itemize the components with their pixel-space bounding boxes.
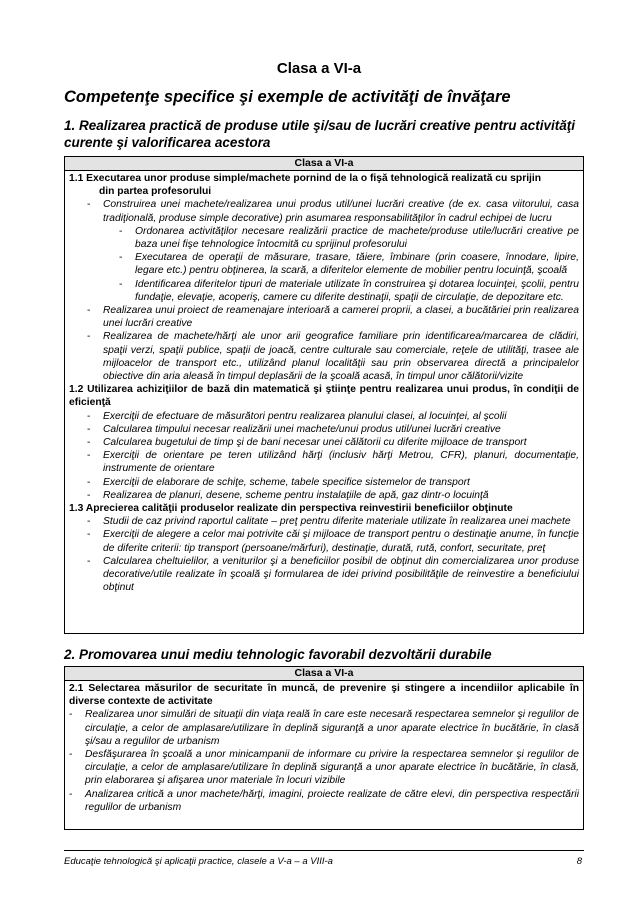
competence-1-1-line1: 1.1 Executarea unor produse simple/machete pornind de la o fişă tehnologică realizată cu sprijin bbox=[69, 173, 542, 184]
list-item: - Identificarea diferitelor tipuri de materiale utilizate în construirea şi dotarea locuinţei, şcolii, pentru fundaţie, elevaţie, acoperiş, camere cu diferite destinaţii, spaţii de circulaţie, de depozitare etc. bbox=[119, 278, 579, 303]
list-item: - Realizarea unor simulări de situaţii din viaţa reală în care este necesară respectarea semnelor şi regulilor de circulaţie, a celor de amplasare/utilizare în deplină siguranţă a unor aparate electrice în bucătărie, în clasă şi/sau a regulilor de urbanism bbox=[69, 709, 579, 747]
page-number: 8 bbox=[576, 856, 582, 867]
section-1-heading: 1. Realizarea practică de produse utile şi/sau de lucrări creative pentru activităţi curente şi valorificarea acestora bbox=[64, 118, 575, 150]
competence-1-1 bbox=[69, 172, 579, 198]
competence-1-2: 1.2 Utilizarea achiziţiilor de bază din matematică şi ştiinţe pentru realizarea unui produs, în condiţii de eficienţă bbox=[69, 384, 579, 409]
list-item: - Exerciţii de efectuare de măsurători pentru realizarea planului clasei, al locuinţei, al şcolii bbox=[87, 410, 507, 422]
competence-1-3: 1.3 Aprecierea calităţii produselor realizate din perspectiva reinvestirii beneficiilor obţinute bbox=[69, 503, 513, 515]
list-item: - Analizarea critică a unor machete/hărţi, imagini, proiecte realizate de către elevi, din perspectiva respectării regulilor de urbanism bbox=[69, 788, 579, 813]
competence-2-1: 2.1 Selectarea măsurilor de securitate în muncă, de prevenire şi stingere a incendiilor aplicabile în diverse contexte de activitate bbox=[69, 683, 579, 708]
footer-text: Educaţie tehnologică şi aplicaţii practice, clasele a V-a – a VIII-a bbox=[64, 856, 333, 867]
list-item: - Calcularea cheltuielilor, a veniturilor şi a beneficiilor posibil de obţinut din comercializarea unor produse decorative/utile realizate în şcoală şi formularea de idei privind posibilităţile de reinvestire a beneficiului obţinut bbox=[87, 555, 579, 594]
main-heading: Competenţe specifice şi exemple de activităţi de învăţare bbox=[64, 88, 511, 106]
list-item: - Desfăşurarea în şcoală a unor minicampanii de informare cu privire la respectarea semnelor şi regulilor de circulaţie, a celor de amplasare/utilizare în deplină siguranţă a unor aparate electrice în bucătărie, în clasă, prin elaborarea şi afişarea unor materiale în locuri vizibile bbox=[69, 749, 579, 787]
table-header: Clasa a VI-a bbox=[65, 667, 583, 681]
list-item: - Realizarea de machete/hărţi ale unor arii geografice familiare prin identificarea/marcarea de clădiri, spaţii verzi, spaţii publice, spaţii de joacă, centre culturale sau comerciale, reţele de utilităţi, trasee ale mijloacelor de transport etc., utilizând planul localităţii sau prin observarea directă a principalelor obiective din aria aleasă în timpul deplasării de la şcoală acasă, în timpul unor călătorii/vizite bbox=[87, 331, 579, 383]
list-item: - Studii de caz privind raportul calitate – preţ pentru diferite materiale utilizate în realizarea unei machete bbox=[87, 516, 571, 528]
list-item: - Ordonarea activităţilor necesare realizării practice de machete/produse utile/lucrări creative pe baza unei fişe tehnologice întocmită cu sprijinul profesorului bbox=[119, 225, 579, 251]
competence-1-1-line2: din partea profesorului bbox=[99, 186, 212, 198]
list-item: - Exerciţii de alegere a celor mai potrivite căi şi mijloace de transport pentru o destinaţie anume, în funcţie de diferite criterii: tip transport (persoane/mărfuri), destinaţie, durată, rută, confort, securitate, preţ bbox=[87, 529, 579, 554]
list-item: - Exerciţii de elaborare de schiţe, scheme, tabele specifice sistemelor de transport bbox=[87, 476, 470, 488]
list-item: - Construirea unei machete/realizarea unui produs util/unei lucrări creative (de ex. casa viitorului, casa tradiţională, produse simple decorative) prin asumarea responsabilităţilor în cadrul echipei de lucru bbox=[87, 199, 579, 224]
section-1-table bbox=[64, 156, 584, 634]
list-item: - Realizarea unui proiect de reamenajare interioară a camerei proprii, a clasei, a bucătăriei prin realizarea unei lucrări creative bbox=[87, 305, 579, 330]
list-item: - Executarea de operaţii de măsurare, trasare, tăiere, îmbinare (prin coasere, înnodare, lipire, legare etc.) pentru obţinerea, la scară, a diferitelor elemente de mobilier pentru locuinţă, şcoală bbox=[119, 252, 579, 277]
section-2-heading: 2. Promovarea unui mediu tehnologic favorabil dezvoltării durabile bbox=[64, 647, 492, 662]
footer-divider bbox=[64, 850, 584, 851]
section-2-table bbox=[64, 666, 584, 830]
list-item: - Calcularea bugetului de timp şi de bani necesar unei călătorii cu diferite mijloace de transport bbox=[87, 437, 527, 449]
list-item: - Calcularea timpului necesar realizării unei machete/unui produs util/unei lucrări creative bbox=[87, 423, 501, 435]
list-item: - Exerciţii de orientare pe teren utilizând hărţi (inclusiv hărţi Metrou, CFR), planuri, documentaţie, instrumente de orientare bbox=[87, 450, 579, 475]
table-header: Clasa a VI-a bbox=[65, 157, 583, 171]
page-title: Clasa a VI-a bbox=[276, 60, 362, 77]
list-item: - Realizarea de planuri, desene, scheme pentru instalaţiile de apă, gaz dintr-o locuinţă bbox=[87, 489, 489, 501]
